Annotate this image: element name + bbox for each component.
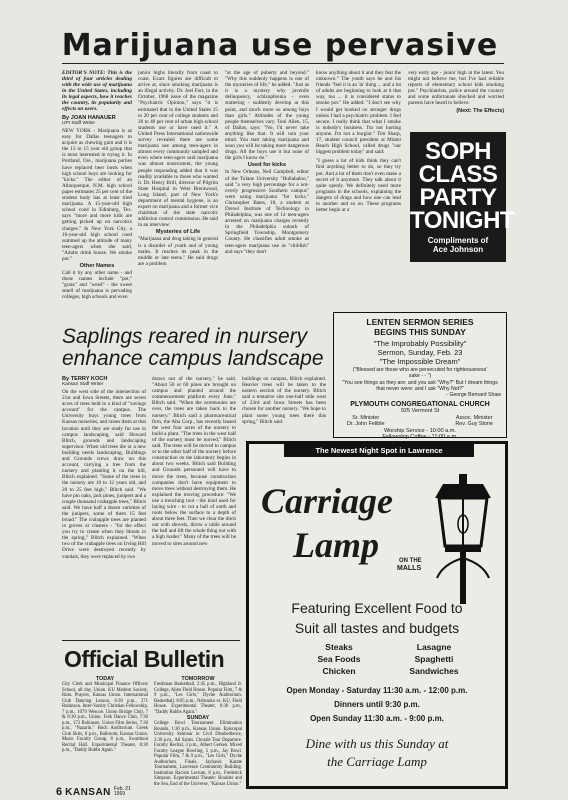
carriage-feat-1: Featuring Excellent Food to (291, 600, 463, 616)
party-line-4: TONIGHT (410, 207, 515, 234)
minister-left (347, 415, 384, 427)
sermon-title: LENTEN SERMON SERIES (366, 317, 474, 327)
story1-next: (Next: The Effects) (456, 107, 504, 114)
carriage-on-the: ON THE (399, 558, 422, 564)
party-sponsor: Ace Johnson (432, 245, 484, 254)
footer (56, 786, 131, 798)
footer-paper: KANSAN (65, 786, 111, 798)
story1-col1 (62, 70, 132, 301)
bulletin-col1-text: City Clerk and Municipal Finance Officers School, all day, Union. KU Modern Society, Rom. Prayers, Kansas Union. International Club Dancing Lesson, 6:30 p.m., 271 Robinson. Inter-Varsity Christian Fellowship, 7 p.m., 1079 Wescoe. Union Bridge Club, 7 & 8:30 p.m., Union. Folk Dance Club, 7:30 p.m., 173 Robinson. Union Film Series, 7:30 p.m., "Nazarin," Hoch Auditorium. Greek Club Skits, 8 p.m., Ballroom, Kansas Union. Music Faculty Group, 8 p.m., Swarthout Recital Hall. Experimental Theater, 8:30 p.m., "Daddy Rubbs Again." (62, 682, 148, 753)
story1-col1b-text: Call it by any other name - and those names include "pot," "grass" and "weed" - the sweet smell of marijuana is pervading colleges, high schools and even (62, 270, 132, 301)
bulletin-col2-text: Freshman Basketball, 2:45 p.m., Highland Jr. College, Allen Field House. Popular Film, 7 & 9 p.m., "Les Girls," Dyche Auditorium. Basketball, 8:05 p.m., Nebraska vs. KU, Field House. Experimental Theater, 8:30 p.m., "Daddy Rubbs Again." (154, 682, 242, 715)
story1-col5-text: very early age - junior high at the latest. You might not believe me, but I've had reliable reports of elementary school kids smoking pot." Psychiatrists, police around the country and some unfortunate shocked and worried parents have heard to believe. (408, 70, 504, 107)
story1-headline: Marijuana use pervasive (61, 28, 499, 63)
menu-item-sandwiches: Sandwiches (409, 666, 459, 676)
carriage-tagline-2: the Carriage Lamp (327, 754, 427, 769)
story2-headline-line2: enhance campus landscape (62, 347, 324, 370)
story1-col3-text: "at the age of puberty and beyond." "Why this suddenly happens is one of the mysteries of life," he added. "Just as it is a mystery why juvenile delinquency, schizophrenia - even stuttering - suddenly develop at this point, and much more so among boys than girls." Attitudes of the young people themselves vary. Toni Allen, 15, of Dallas, says: "No, I'd never take anything like that. It will ruin your mind. You start taking marijuana and soon you will be taking more dangerous drugs. All the boys use it but none of the girls I know do." (225, 70, 309, 162)
story1-subhead-mysteries: Mysteries of Life (155, 229, 201, 236)
lamp-illustration (423, 466, 503, 606)
story1-col3b-text: In New Orleans, Neil Campbell, editor of the Tulane University "Hullabaloo," said "a very high percentage for a not-overly progressive Southern campus" were using marijuana "for kicks." Christopher Bates, 18, a student at Drexel Institute of Technology in Philadelphia, was one of 14 teen-agers arrested on marijuana charges recently in the Philadelphia suburb of Springfield Township, Montgomery County. He classifies adult smoke as teen-agers marijuana use as "childish" and says "they don't (225, 169, 309, 255)
bulletin-sunday: SUNDAY (186, 715, 210, 721)
menu-item-spaghetti: Spaghetti (414, 654, 454, 664)
church-address: 925 Vermont St (400, 408, 440, 414)
ad-soph-party (410, 132, 515, 262)
story1-subhead-other-names: Other Names (79, 263, 115, 270)
sermon-quote2: "You see things as they are: and you ask "Why?" But I dream things that never were: and I ask "Why Not?" (342, 380, 498, 392)
story1-col5 (408, 70, 504, 114)
story2-col3-text: buildings on campus, Blitch explained. Heavier trees will be taken to the eastern section of the nursery. Blitch said a tentative site one-half mile west of 23rd and Iowa Streets has been chosen for another nursery. "We hope to plant some young trees there this spring," Blitch said. (242, 376, 326, 425)
carriage-tagline-1: Dine with us this Sunday at (305, 736, 449, 751)
party-compliments: Compliments of (427, 236, 489, 245)
sermon-1: "The Improbably Possibility" (373, 339, 467, 348)
story2-col1 (62, 376, 146, 560)
party-line-1: SOPH (424, 138, 491, 165)
story1-col4 (316, 70, 401, 213)
bulletin-col2b-text: College Bowl Tournament Elimination Rounds, 1:30 p.m., Kansas Union. Episcopal University Seminar in Civil Disobedience, 2:30 p.m., All Saints. Chorale Tour Departure. Faculty Recital, 3 p.m., Albert Gerken. Mixed Faculty League Bowling, 5 p.m., Jay Bowl. Popular Film, 7 & 9 p.m., "Les Girls," Dyche Auditorium. Finals, Jayhawk Karate Tournament, Lawrence Community Building. Institution Racism Lecture, 8 p.m., Frederick Simpson. Experimental Theater: Boulder and the Sea, End of the Universe, "Kansas Union." (154, 721, 242, 787)
story1-col2b-text: "Marijuana and drug taking in general is a disorder of youth and of young males. It reaches its peak in the middle or late teens." He said drugs are a problem (138, 236, 218, 267)
bulletin-today: TODAY (95, 676, 115, 682)
sermon-subtitle: BEGINS THIS SUNDAY (374, 327, 466, 337)
carriage-hours-1: Open Monday - Saturday 11:30 a.m. - 12:00 p.m. (286, 686, 468, 695)
minister-left-name: Dr. John Felible (347, 421, 385, 427)
menu-left (309, 641, 369, 677)
footer-year: 1969 (113, 791, 126, 797)
story2-byline: By TERRY KOCH (62, 376, 108, 382)
sermon-date: Sermon, Sunday, Feb. 23 (377, 348, 463, 357)
carriage-banner: The Newest Night Spot in Lawrence (284, 444, 474, 457)
carriage-name-1: Carriage (261, 481, 394, 521)
bulletin-col1 (62, 676, 148, 754)
menu-item-steaks: Steaks (325, 642, 353, 652)
carriage-malls: MALLS (397, 565, 422, 572)
sermon-quote1: ("Blessed are those who are persecuted for righteousness' sake - - ") (352, 367, 488, 379)
service-1: Worship Service - 10:00 a.m. (383, 428, 457, 434)
bulletin-title: Official Bulletin (64, 646, 225, 672)
story2-col3 (242, 376, 326, 425)
carriage-hours-2: Dinners until 9:30 p.m. (334, 700, 420, 709)
church-name: PLYMOUTH CONGREGATIONAL CHURCH (350, 401, 490, 408)
minister-left-title: Sr. Minister (352, 415, 380, 421)
story2-byline-role: Kansan Staff Writer (62, 382, 104, 387)
story2-col2-text: drawn out of the nursery," he said. "About 50 or 60 pines are brought on campus and planted around the commencement platform every June," Blitch said. "When the ceremonies are over, the trees are taken back to the nursery." Blitch said a pharmaceutical firm, the Alta Corp., has recently leased the west four acres of the nursery to build a plant. "The trees in the west half of the nursery must be moved," Blitch said. The trees will be moved to campus or to the other half of the nursery before construction on the laboratory begins in about two weeks. Blitch said Building and Grounds personnel will have to move the trees, because construction companies don't have equipment to move trees without destroying them. He explained the moving procedure: "We use a trenching tool - the kind used for laying wire - to cut a ball of earth and roots below the surface to a depth of about three feet. Then we clear the ditch out with shovels, throw a cable around the ball and lift the whole thing out with a high loader." Many of the trees will be moved to sites around new (152, 376, 236, 547)
top-rule (62, 63, 504, 64)
sermon-quote-author: - George Bernard Shaw (446, 392, 501, 398)
party-line-2: CLASS (418, 161, 498, 188)
story2-col2 (152, 376, 236, 547)
party-line-3: PARTY (419, 184, 497, 211)
bulletin-rule (62, 640, 240, 641)
menu-right (399, 641, 469, 677)
menu-item-chicken: Chicken (322, 666, 356, 676)
story1-intro: EDITOR'S NOTE: This is the third of four articles dealing with the wide use of marijuana in the United States, including its legal aspects, how it reaches the country, its popularity and effects on users. (62, 70, 132, 112)
minister-right-name: Rev. Guy Stone (455, 421, 493, 427)
bulletin-tomorrow: TOMORROW (181, 676, 215, 682)
footer-page: 6 (56, 786, 63, 798)
carriage-name-2: Lamp (293, 525, 379, 565)
ministers-row (339, 415, 501, 427)
minister-right (455, 415, 493, 427)
story1-byline-role: UPI Staff Writer (62, 121, 96, 126)
story1-col4-text: know anything about it and they fear the unknown." The youth says he and his friends "feel it is an 'in' thing ... and a lot of adults are beginning to look at it that way, too ... it is considered status to smoke pot." He added: "I don't see why I would get hooked on stronger drugs unless I had a psychiatric problem. I feel secure. I really think that what I smoke is nobody's business. I'm not hurting anyone. I'm not a burglar." Tim Sharp, 17, student council president at Miami Beach High School, called drugs "our biggest problem today" and said: (316, 70, 401, 156)
bulletin-col2 (154, 676, 242, 787)
ad-carriage-lamp (246, 441, 508, 789)
menu-item-seafoods: Sea Foods (317, 654, 361, 664)
menu-item-lasagne: Lasagne (416, 642, 452, 652)
sermon-2: "The Impossible Dream" (379, 357, 461, 366)
minister-right-title: Assoc. Minister (455, 415, 493, 421)
story1-byline: By JOAN HANAUER (62, 115, 116, 121)
story1-col4b-text: "I guess a lot of kids think they can't find anything better to do, so they try pot. And a lot of them don't even make a secret of it anymore. They talk about it quite openly. We definitely need more programs in the schools, explaining the dangers of drugs and how one can lead to another and so on. These programs better begin at a (316, 158, 401, 214)
footer-dateblock (114, 787, 131, 797)
story2-headline (62, 326, 342, 370)
story2-headline-line1: Saplings reared in nursery (62, 325, 308, 348)
carriage-hours-3: Open Sunday 11:30 a.m. - 9:00 p.m. (310, 714, 444, 723)
footer-date: Feb. 21 (113, 786, 131, 792)
story1-col1-text: NEW YORK - Marijuana is as easy for Dallas teenagers to acquire as chewing gum and it is the 13 to 15 year old group that is most interested in trying it. In Portland, Ore., marijuana parties have replaced beer busts when high school boys are looking for "kicks." The editor of an Albuquerque, N.M. high school paper estimates 25 per cent of the student body has at least tried marijuana. A 15-year-old high school coed in Edinburg, Tex. says "more and more kids are getting picked up on narcotics charges." In New York City, a 16-year-old high school coed summed up the attitude of many teen-agers when she said, "Adults drink booze. We smoke pot." (62, 128, 132, 262)
story1-col2 (138, 70, 218, 267)
story1-col2-text: junior highs literally from coast to coast. Exact figures are difficult to arrive at, since smoking marijuana is an illegal activity. Dr. Joel Fort, in the October, 1968 issue of the magazine "Psychiatric Opinion," says "it is estimated that in the United States 15 to 20 per cent of college students and 20 to 40 per cent of urban high school students use or have used it." A United Press International nationwide survey revealed there are some marijuana use among teen-agers in almost every community sampled and even where teen-agers said marijuana was almost nonexistent, the young people responding added that it was readily available to those who wanted it. Dr. Henry Brill, director of Pilgrim State Hospital in West Brentwood, Long Island, part of New York's department of mental hygiene, is an expert on marijuana and a former vice chairman of the state narcotic addiction control commission. He said in an interview: (138, 70, 218, 229)
carriage-feat-2: Suit all tastes and budgets (294, 620, 460, 636)
ad-lenten-sermon (333, 312, 507, 438)
story2-col1-text: On the west side of the intersection of 21st and Iowa Streets, there are seven acres of trees held in a kind of "savings account" for the campus. The University buys young trees from Kansas nurseries, and raises them at that location until they are ready for use in campus landscaping, said Howard Blitch, grounds and landscaping supervisor. When old trees die or a new building needs landscaping, Buildings and Grounds crews draw on this account, carrying a tree from the nursery and planting it on the hill, Blitch explained. "Some of the trees in the nursery are 10 to 12 years old, and 20 to 25 feet high," Blitch said. "We have pin oaks, jack pines, junipers and a couple thousand crabapple trees," Blitch said. We have half a dozen varieties of the junipers, some of them 15 feet broad." The crabapple trees are planted in groves or clusters - "for the effect you try to create when they bloom in the spring," Blitch explained. "When two of the crabapple trees on Irving Hill Drive were destroyed recently by vandals, they were replaced by two (62, 389, 146, 560)
story1-subhead-kicks: Used for kicks (247, 162, 287, 169)
story1-col3 (225, 70, 309, 255)
service-2: Fellowship Coffee - 11:00 a.m. (382, 434, 458, 440)
